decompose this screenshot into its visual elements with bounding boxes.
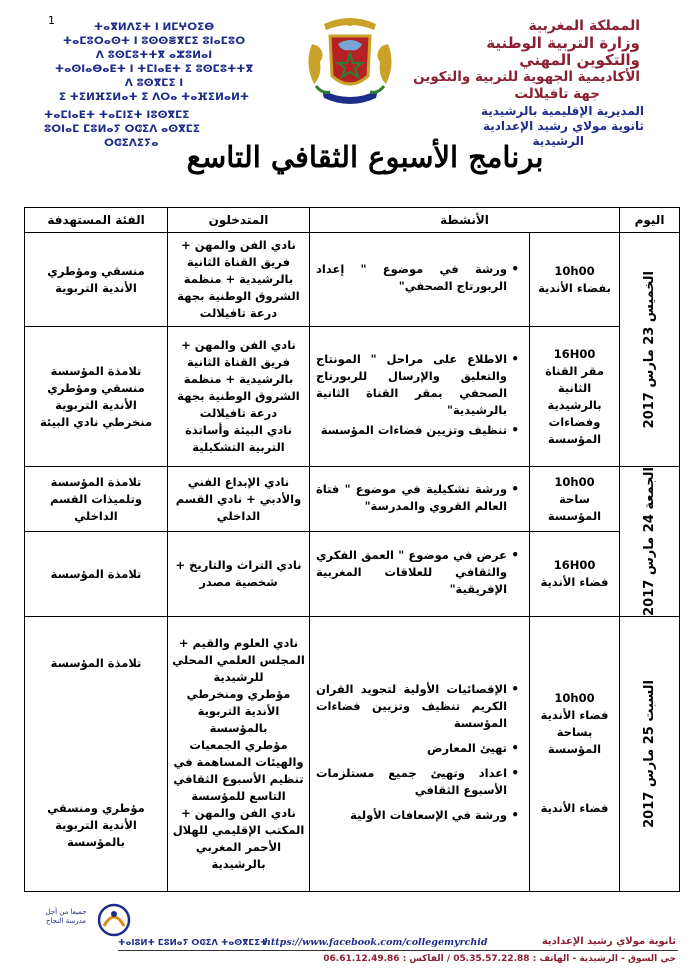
- kingdom-line: المملكة المغربية: [528, 18, 640, 34]
- tifinagh-line: ⴷ ⵓⵙⵎⵓⵜⵜⴳ ⴰⵣⵓⵍⴰⵏ: [95, 49, 213, 61]
- header-audience: الفئة المستهدفة: [25, 208, 168, 233]
- participants-cell: [168, 616, 310, 891]
- footer-address: حي السوق - الرشيدية - الهاتف : 05.35.57.22.88 / الفاكس : 06.61.12.49.86: [323, 954, 676, 964]
- logo-caption-line: مدرسة النجاح: [45, 917, 86, 925]
- audience-text: تلامذة المؤسسة: [50, 655, 142, 670]
- participants-cell: [168, 467, 310, 532]
- audience-cell: [25, 467, 168, 532]
- table-row: [25, 532, 680, 616]
- time-place-cell: [530, 616, 620, 891]
- header-day: اليوم: [620, 208, 680, 233]
- footer-divider: [118, 950, 678, 951]
- time-text: 16H00: [553, 346, 596, 361]
- time-place-cell: [530, 327, 620, 467]
- footer-tifinagh: ⵜⴰⵏⵓⵍⵜ ⵎⵓⵍⴰⵢ ⵔⵛⵉⴷ ⵜⴰⵙⴳⵎⵉⵜ: [118, 938, 268, 948]
- tifinagh-line: ⴷ ⵓⵙⴳⵎⵉ ⵏ: [124, 77, 184, 89]
- program-table: [24, 207, 680, 892]
- place-text: فضاء الأندية: [540, 801, 609, 816]
- audience-text: مؤطري ومنسقي الأندية التربوية بالمؤسسة: [47, 800, 145, 849]
- audience-text: تلامذة المؤسسة: [50, 566, 142, 581]
- activities-cell: [310, 327, 530, 467]
- tifinagh-line: ⵜⴰⵎⵏⴰⴹⵜ ⵜⴰⵎⵏⵉⵜ ⵏⵓⵙⴳⵎⵉ: [44, 109, 190, 121]
- tifinagh-line: ⵜⴰⵙⵏⴰⴱⴰⴹⵜ ⵏ ⵜⵎⵏⴰⴹⵜ ⵉ ⵓⵙⵎⵓⵜⵜⴳ: [54, 63, 254, 75]
- participant-text: نادي الإبداع الفني والأدبي + نادي القسم الداخلي: [175, 474, 302, 523]
- participant-text: مؤطري ومنخرطي الأندية التربوية بالمؤسسة: [186, 686, 291, 735]
- ministry-header: [410, 18, 640, 103]
- day-label: الخميس 23 مارس 2017: [642, 270, 658, 429]
- activities-cell: [310, 233, 530, 327]
- time-text: 10h00: [554, 263, 595, 278]
- page-title: برنامج الأسبوع الثقافي التاسع: [186, 140, 544, 174]
- table-row: [25, 233, 680, 327]
- participants-cell: [168, 327, 310, 467]
- school-line: ثانوية مولاي رشيد الإعدادية: [482, 119, 644, 133]
- page-number: 1: [48, 14, 55, 27]
- time-text: 10h00: [554, 474, 595, 489]
- activity-item: • عرض في موضوع " العمق الفكري والثقافي للعلاقات المغربية الإفريقية": [316, 547, 507, 598]
- place-text: مقر القناة الثانية بالرشيدية وفضاءات المؤسسة: [545, 363, 604, 446]
- participants-cell: [168, 233, 310, 327]
- ministry-line: وزارة التربية الوطنية: [486, 34, 640, 52]
- time-place-cell: [530, 233, 620, 327]
- day-cell: [620, 233, 680, 467]
- participant-text: نادي البيئة وأساتذة التربية التشكيلية: [185, 423, 292, 454]
- day-label: السبت 25 مارس 2017: [642, 679, 658, 828]
- header-activities: الأنشطة: [310, 208, 620, 233]
- place-text: فضاء الأندية بساحة المؤسسة: [540, 708, 609, 757]
- participant-text: نادي الفن والمهن + فريق القناة الثانية بالرشيدية + منظمة الشروق الوطنية بجهة درعة تافيلالت: [177, 338, 300, 420]
- tifinagh-line: ⵜⴰⵎⵓⵔⴰⵙⵜ ⵏ ⵓⵙⵙⴻⴳⵎⵉ ⵓⵏⴰⵎⵓⵔ: [62, 35, 246, 47]
- participant-text: نادي التراث والتاريخ + شخصية مصدر: [175, 558, 302, 590]
- participant-text: مؤطري الجمعيات والهيئات المساهمة في تنظيم الأسبوع الثقافي التاسع للمؤسسة: [173, 737, 304, 803]
- school-success-logo-icon: [96, 902, 132, 938]
- activity-item: • ورشة في الإسعافات الأولية: [316, 807, 507, 824]
- activities-cell: [310, 467, 530, 532]
- participants-cell: [168, 532, 310, 616]
- logo-caption-line: جميعا من أجل: [45, 908, 87, 916]
- activity-item: • تهيئ المعارض: [316, 740, 507, 757]
- logo-caption: [38, 908, 94, 926]
- activity-item: • الإقصائيات الأولية لتجويد القران الكريم تنظيف وتزيين فضاءات المؤسسة: [316, 681, 507, 732]
- activities-cell: [310, 532, 530, 616]
- participant-text: نادي الفن والمهن + فريق القناة الثانية بالرشيدية + منظمة الشروق الوطنية بجهة درعة تافيلالت: [177, 238, 300, 320]
- region-line: جهة تافيلالت: [514, 86, 600, 102]
- activities-cell: [310, 616, 530, 891]
- activity-item: • اعداد وتهيئ جميع مستلزمات الأسبوع الثقافي: [316, 765, 507, 799]
- activity-item: • الاطلاع على مراحل " المونتاج والتعليق والإرسال للربورتاج الصحفي بمقر القناة الثانية بالرشيدية": [316, 351, 507, 419]
- footer-school-name: ثانوية مولاي رشيد الإعدادية: [541, 936, 676, 947]
- audience-cell: [25, 616, 168, 891]
- place-text: بفضاء الأندية: [538, 280, 611, 295]
- tifinagh-line: ⵜⴰⴳⵍⴷⵉⵜ ⵏ ⵍⵎⵖⵔⵉⴱ: [93, 21, 215, 33]
- table-row: [25, 616, 680, 891]
- header-participants: المتدخلون: [168, 208, 310, 233]
- activity-item: • تنظيف وتزيين فضاءات المؤسسة: [316, 422, 507, 439]
- activity-item: • ورشة في موضوع " إعداد الربورتاج الصحفي": [316, 261, 507, 295]
- tifinagh-line: ⵓⵔⵏⴰⵎ ⵎⵓⵍⴰⵢ ⵔⵛⵉⴷ ⴰⵙⴳⵎⵉ: [44, 123, 201, 135]
- tifinagh-header: [44, 20, 264, 104]
- academy-line: الأكاديمية الجهوية للتربية والتكوين: [413, 69, 640, 85]
- participant-text: نادي العلوم والقيم + المجلس العلمي المحلي للرشيدية: [172, 635, 305, 684]
- day-cell: [620, 467, 680, 617]
- audience-text: تلامذة المؤسسة وتلميذات القسم الداخلي: [50, 474, 142, 523]
- place-text: فضاء الأندية: [540, 575, 609, 590]
- ministry-line: والتكوين المهني: [519, 51, 640, 69]
- table-row: [25, 467, 680, 532]
- place-text: ساحة المؤسسة: [547, 491, 602, 523]
- tifinagh-line: ⵔⵛⵉⴷⵉⵢⴰ: [104, 137, 159, 149]
- time-text: 10h00: [554, 691, 595, 706]
- audience-text: تلامذة المؤسسة منسقي ومؤطري الأندية التربوية منخرطي نادي البيئة: [39, 363, 153, 429]
- participant-text: نادي الفن والمهن + المكتب الإقليمي للهلال الأحمر المغربي بالرشيدية: [172, 805, 305, 871]
- activity-item: • ورشة تشكيلية في موضوع " فتاة العالم القروي والمدرسة": [316, 481, 507, 515]
- day-cell: [620, 616, 680, 891]
- tifinagh-line: ⵉ ⵜⵉⵍⴼⵉⵍⴰⵜ ⵉ ⴷⵔⴰ ⵜⴰⴼⵉⵍⴰⵍⵜ: [58, 91, 250, 103]
- day-label: الجمعة 24 مارس 2017: [642, 467, 658, 616]
- audience-text: منسقي ومؤطري الأندية التربوية: [47, 263, 145, 295]
- audience-cell: [25, 532, 168, 616]
- directorate-line: المديرية الإقليمية بالرشيدية: [480, 104, 644, 118]
- time-text: 16H00: [553, 558, 596, 573]
- audience-cell: [25, 233, 168, 327]
- city-line: الرشيدية: [532, 134, 584, 148]
- table-row: [25, 327, 680, 467]
- audience-cell: [25, 327, 168, 467]
- table-header-row: [25, 208, 680, 233]
- facebook-link[interactable]: https://www.facebook.com/collegemyrchid: [264, 937, 488, 948]
- moroccan-coat-of-arms-icon: [296, 14, 404, 106]
- time-place-cell: [530, 467, 620, 532]
- time-place-cell: [530, 532, 620, 616]
